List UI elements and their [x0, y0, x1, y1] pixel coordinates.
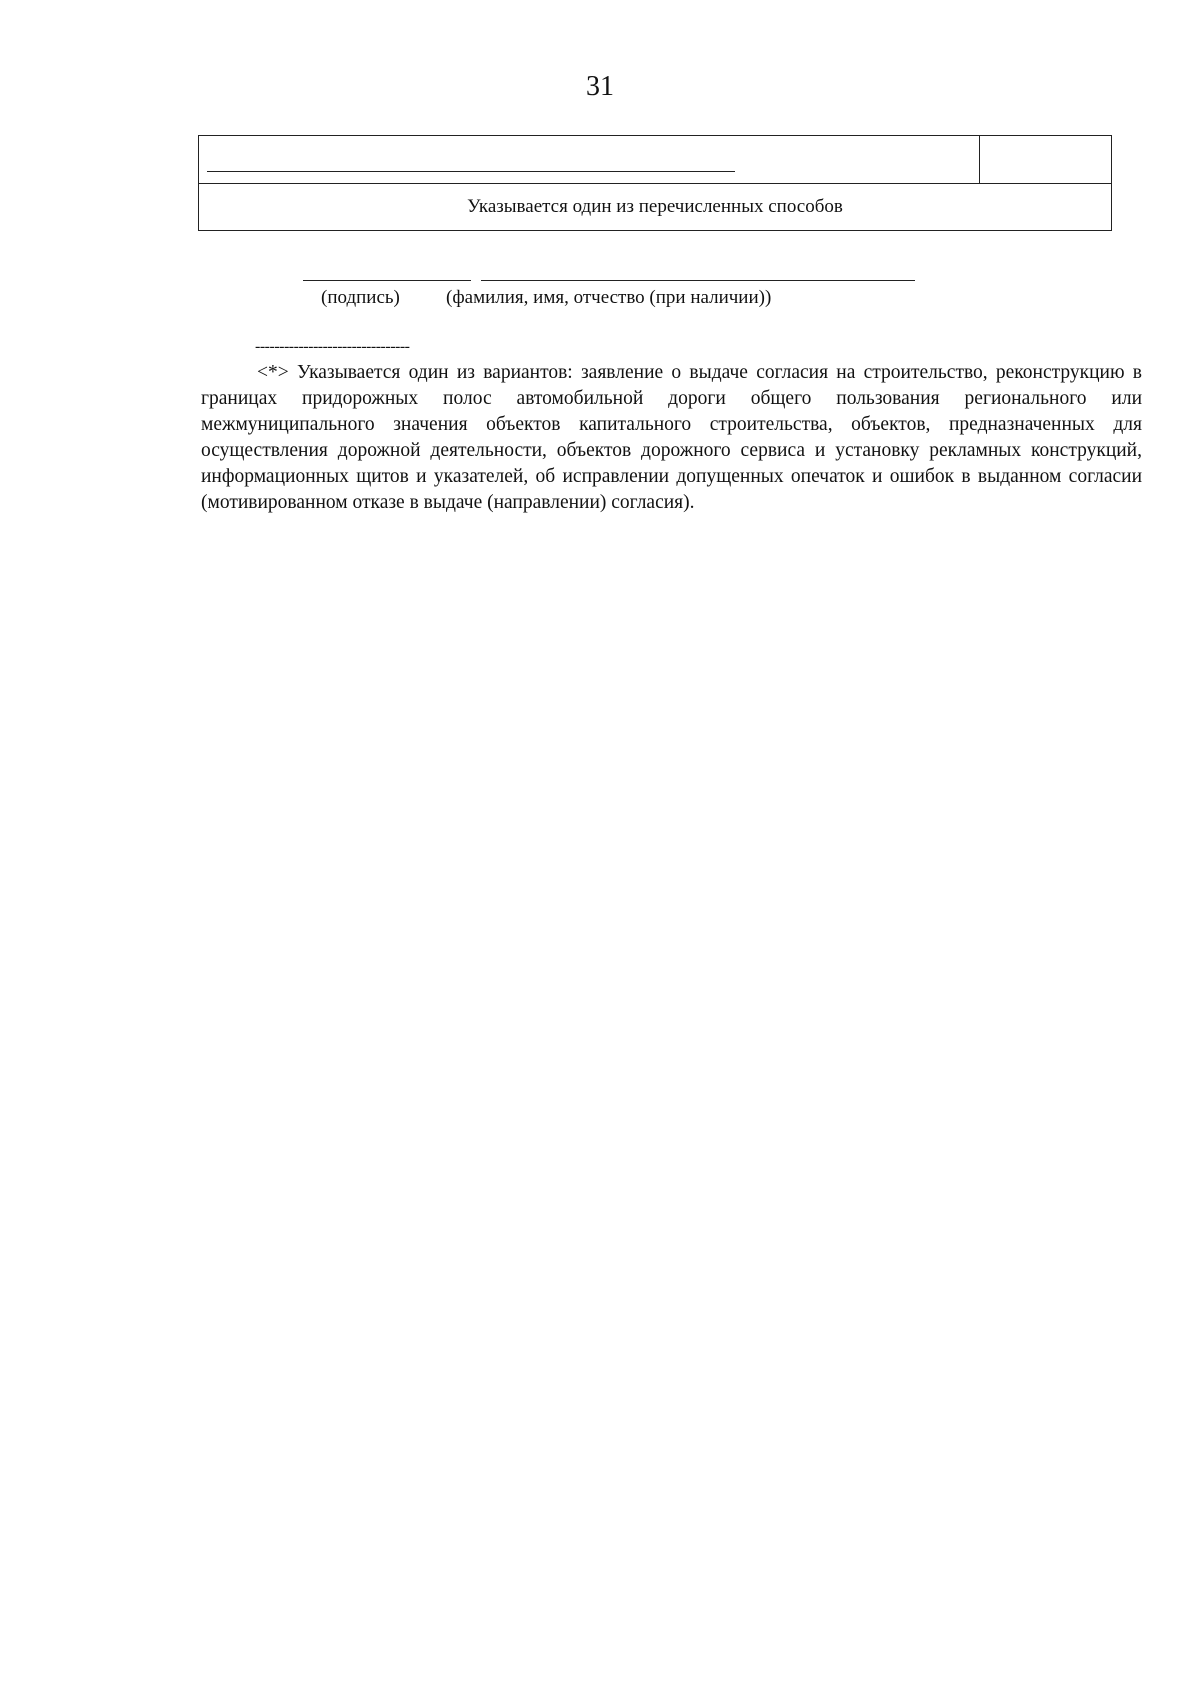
full-name-label: (фамилия, имя, отчество (при наличии)) [446, 287, 772, 308]
table-cell-checkbox[interactable] [979, 136, 1111, 183]
footnote-text: <*> Указывается один из вариантов: заявление о выдаче согласия на строительство, реконструкцию в границах придорожных полос автомобильной дороги общего пользования регионального или межмуниципального значения объектов капитального строительства, объектов, предназначенных для осуществления дорожной деятельности, объектов дорожного сервиса и установку рекламных конструкций, информационных щитов и указателей, об исправлении допущенных опечаток и ошибок в выданном согласии (мотивированном отказе в выдаче (направлении) согласия). [201, 362, 1142, 513]
input-underline[interactable] [207, 171, 735, 172]
table-row-input [199, 136, 1111, 184]
form-table [198, 135, 1112, 231]
table-row-hint [199, 184, 1111, 230]
footnote-separator: -------------------------------- [255, 338, 410, 355]
table-hint-text: Указывается один из перечисленных способов [467, 196, 843, 217]
signature-label: (подпись) [321, 287, 400, 308]
page-number: 31 [586, 71, 614, 102]
full-name-line[interactable] [481, 280, 915, 281]
signature-line[interactable] [303, 280, 471, 281]
